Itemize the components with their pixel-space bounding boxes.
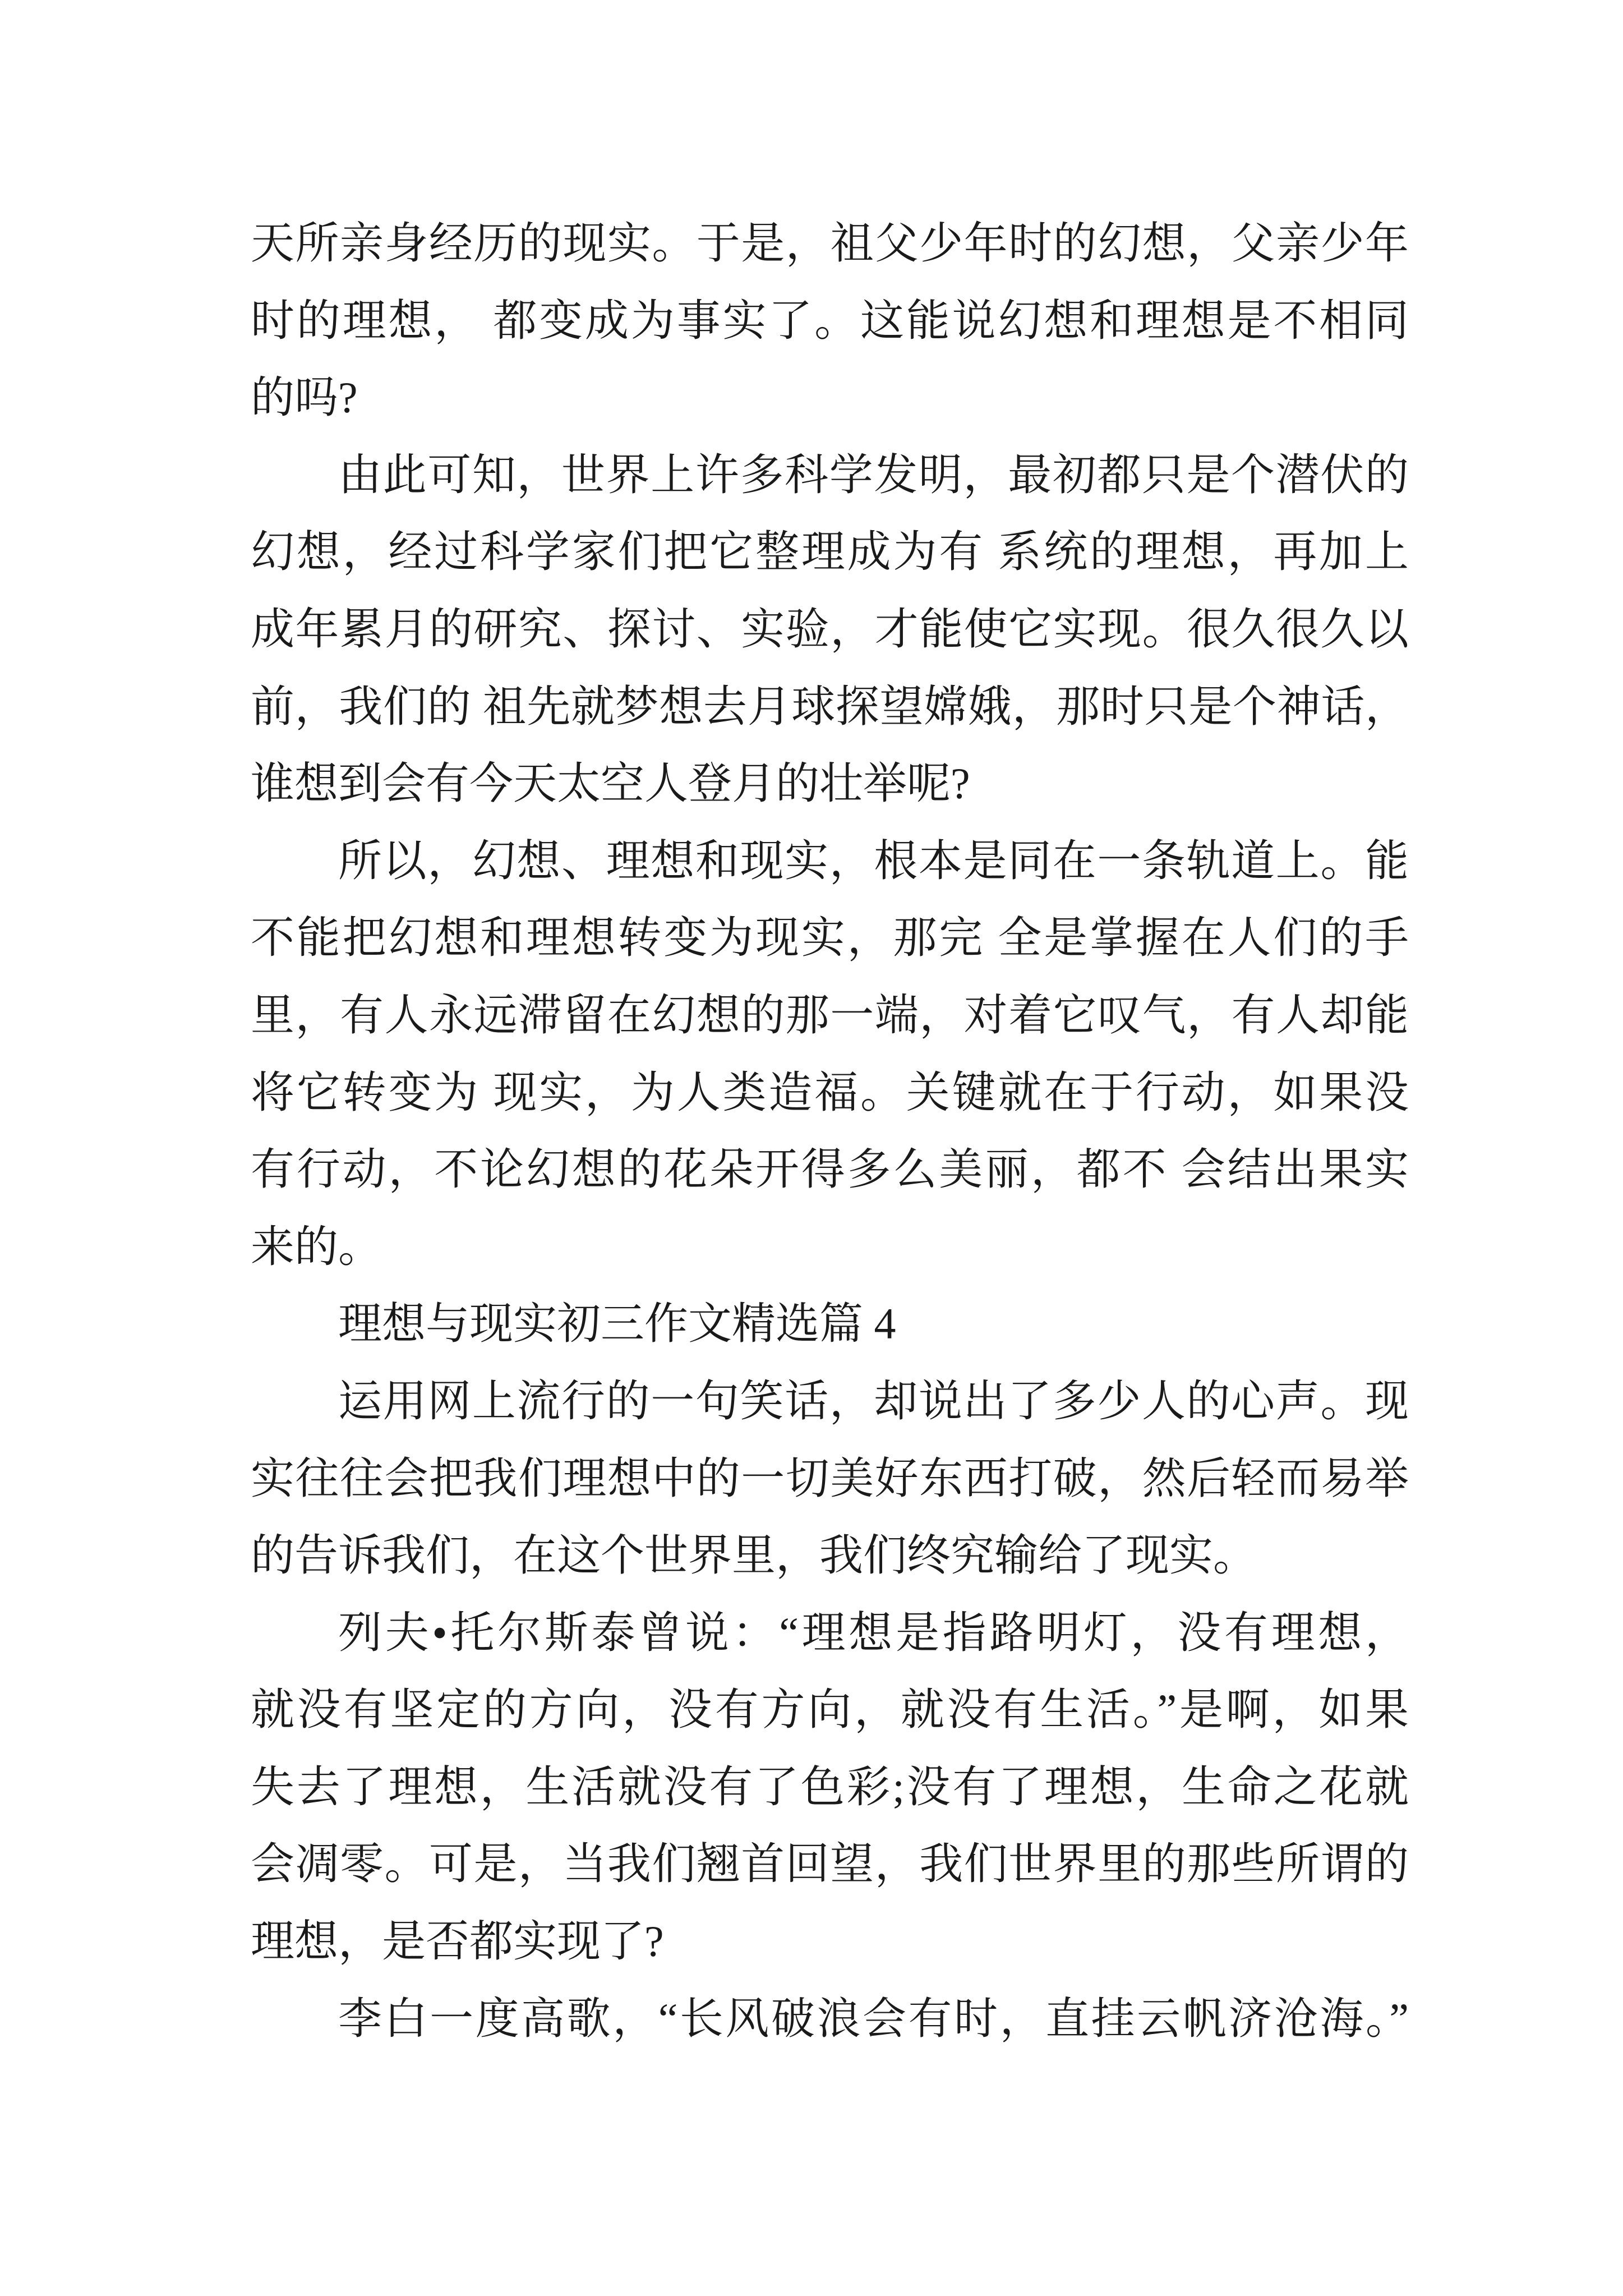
text-line: 前，我们的 祖先就梦想去月球探望嫦娥，那时只是个神话，	[251, 682, 1409, 731]
section-heading-text: 理想与现实初三作文精选篇 4	[338, 1299, 896, 1349]
text-line: 有行动，不论幻想的花朵开得多么美丽，都不 会结出果实	[251, 1145, 1409, 1194]
text-line: 的吗?	[251, 373, 358, 422]
text-line: 幻想，经过科学家们把它整理成为有 系统的理想，再加上	[251, 527, 1409, 577]
paragraph	[251, 822, 1409, 1286]
text-line: 的告诉我们，在这个世界里，我们终究输给了现实。	[251, 1531, 1257, 1580]
paragraph	[251, 436, 1409, 822]
text-line: 李白一度高歌，“长风破浪会有时，直挂云帆济沧海。”	[338, 1994, 1409, 2043]
text-line: 失去了理想，生活就没有了色彩;没有了理想，生命之花就	[251, 1762, 1409, 1811]
text-line: 将它转变为 现实，为人类造福。关键就在于行动，如果没	[251, 1068, 1409, 1117]
text-line: 来的。	[251, 1222, 382, 1271]
text-line: 实往往会把我们理想中的一切美好东西打破，然后轻而易举	[251, 1453, 1409, 1503]
text-line: 天所亲身经历的现实。于是，祖父少年时的幻想，父亲少年	[251, 219, 1409, 268]
text-line: 由此可知，世界上许多科学发明，最初都只是个潜伏的	[338, 450, 1409, 499]
text-line: 列夫•托尔斯泰曾说：“理想是指路明灯，没有理想，	[338, 1608, 1409, 1657]
text-line: 不能把幻想和理想转变为现实，那完 全是掌握在人们的手	[251, 913, 1409, 963]
paragraph	[251, 1363, 1409, 1594]
text-line: 运用网上流行的一句笑话，却说出了多少人的心声。现	[338, 1376, 1409, 1425]
text-line: 里，有人永远滞留在幻想的那一端，对着它叹气，有人却能	[251, 990, 1409, 1039]
paragraph	[251, 1594, 1409, 1980]
text-line: 会凋零。可是，当我们翘首回望，我们世界里的那些所谓的	[251, 1839, 1409, 1889]
text-line: 时的理想， 都变成为事实了。这能说幻想和理想是不相同	[251, 296, 1409, 345]
paragraph	[251, 205, 1409, 436]
section-heading	[251, 1285, 1409, 1363]
text-line: 所以，幻想、理想和现实，根本是同在一条轨道上。能	[338, 836, 1409, 885]
text-line: 就没有坚定的方向，没有方向，就没有生活。”是啊，如果	[251, 1685, 1409, 1734]
paragraph	[251, 1980, 1409, 2058]
text-line: 理想，是否都实现了?	[251, 1917, 664, 1966]
text-line: 成年累月的研究、探讨、实验，才能使它实现。很久很久以	[251, 604, 1409, 654]
document-body	[251, 205, 1409, 2057]
text-line: 谁想到会有今天太空人登月的壮举呢?	[251, 759, 970, 808]
